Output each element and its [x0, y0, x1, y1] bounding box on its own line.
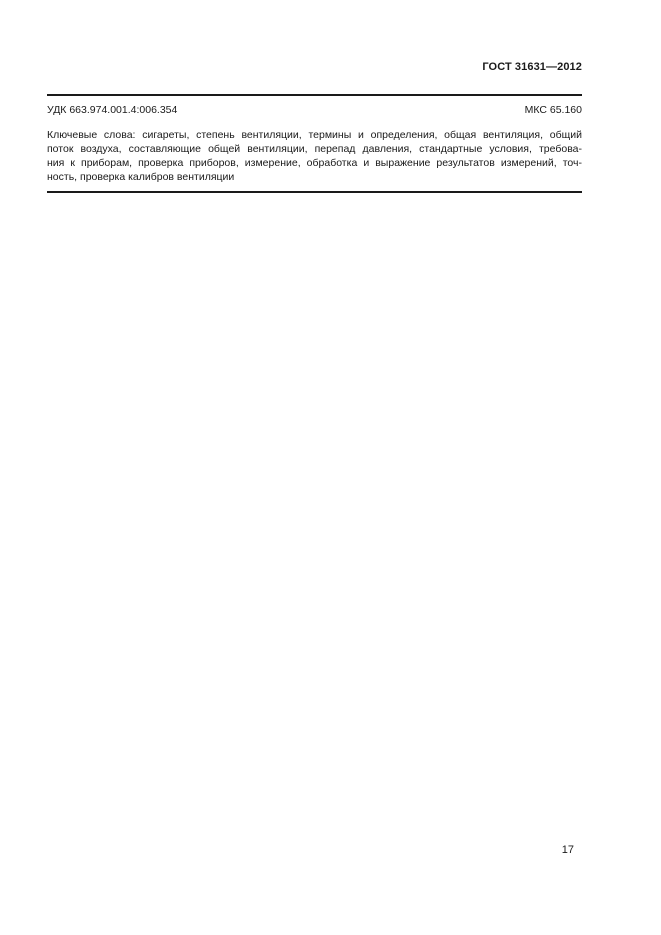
standard-designation: ГОСТ 31631—2012: [482, 61, 582, 73]
keywords-line: Ключевые слова: сигареты, степень вентиляции, термины и определения, общая вентиляция, общий: [47, 129, 582, 141]
mks-code: МКС 65.160: [524, 104, 582, 116]
udk-code: УДК 663.974.001.4:006.354: [47, 104, 178, 116]
keywords-line: ность, проверка калибров вентиляции: [47, 171, 235, 183]
bottom-divider: [47, 191, 582, 193]
page-number: 17: [561, 844, 574, 856]
keywords-block: [47, 128, 582, 184]
keywords-line: ния к приборам, проверка приборов, измерение, обработка и выражение результатов измерений, точ-: [47, 157, 582, 169]
keywords-line: поток воздуха, составляющие общей вентиляции, перепад давления, стандартные условия, требова-: [47, 143, 582, 155]
top-divider: [47, 94, 582, 96]
